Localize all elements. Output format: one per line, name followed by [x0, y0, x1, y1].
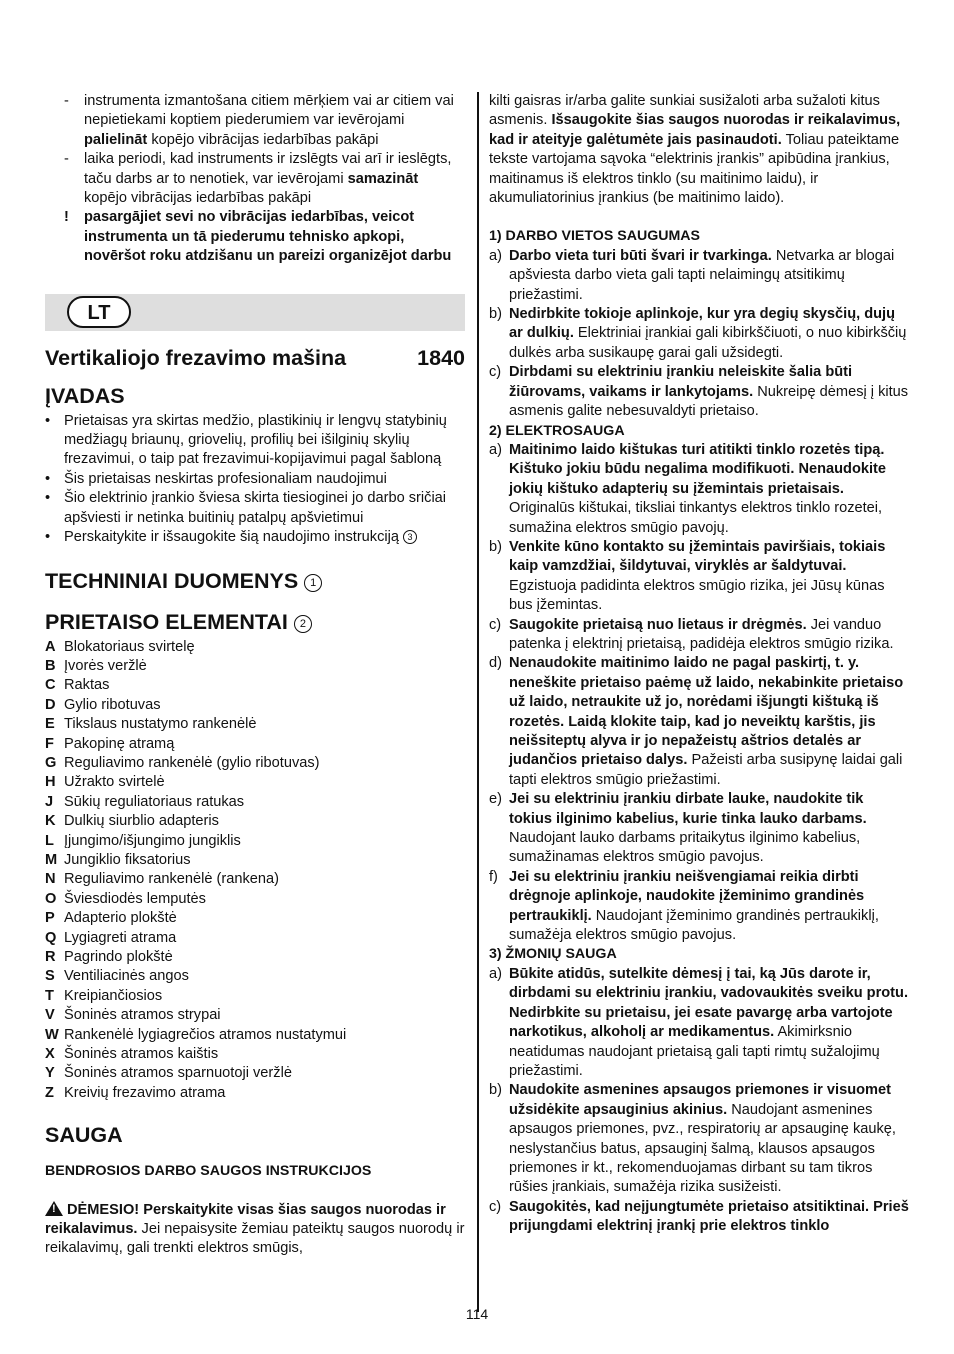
element-letter: L	[45, 832, 54, 849]
bullet-text: Šio elektrinio įrankio šviesa skirta tiesioginei jo darbo sričiai apšviesti ir netinka buitinių patalpų apšvietimui	[64, 490, 447, 526]
model-number: 1840	[417, 345, 465, 370]
element-item	[45, 773, 465, 792]
text: Nukreipę dėmesį į kitus asmenis galite nebesuvaldyti prietaiso.	[509, 383, 909, 420]
element-item	[45, 638, 465, 657]
element-letter: Y	[45, 1065, 55, 1082]
element-letter: V	[45, 1007, 55, 1024]
item-marker: c)	[489, 364, 502, 381]
item-marker: d)	[489, 655, 502, 672]
element-item	[45, 929, 465, 948]
element-item	[45, 754, 465, 773]
text: Naudojant asmenines apsaugos priemones, pvz., respiratorių ar apsauginę kaukę, neslystančius batus, apsauginį šalmą, klausos apsaugos priemones ir kt., rekomenduojamas dirbant su tam tikros rūšies įrankiais, sumažėja rizika susižeisti.	[509, 1101, 896, 1196]
item-marker: b)	[489, 1082, 502, 1099]
element-letter: C	[45, 677, 56, 694]
safety-subheading: BENDROSIOS DARBO SAUGOS INSTRUKCIJOS	[45, 1163, 372, 1180]
element-letter: T	[45, 987, 54, 1004]
element-name: Šoninės atramos kaištis	[64, 1046, 219, 1063]
element-letter: H	[45, 774, 56, 791]
right-column	[489, 92, 909, 1237]
heading-elements	[45, 609, 465, 635]
safety-item	[489, 363, 909, 421]
safety-item	[489, 965, 909, 1081]
vibration-note-item	[45, 150, 465, 208]
bullet-icon: •	[45, 490, 51, 507]
text: Naudojant įžeminimo grandinės pertraukiklį, sumažėja elektros smūgio pavojus.	[509, 907, 879, 944]
element-name: Šoninės atramos sparnuotoji veržlė	[64, 1065, 292, 1082]
safety-intro-paragraph	[489, 92, 909, 208]
language-code-badge: LT	[67, 296, 131, 328]
safety-item	[489, 441, 909, 538]
text: instrumenta izmantošana citiem mērķiem vai ar citiem vai nepietiekami koptiem piederumiem var ievērojami	[84, 93, 454, 129]
text: Pažeisti arba susipynę laidai gali tapti elektros smūgio priežastimi.	[509, 752, 903, 788]
text: kopējo vibrācijas iedarbības pakāpi	[147, 131, 379, 148]
bullet-icon: •	[45, 470, 51, 487]
elements-list	[45, 638, 465, 1104]
element-item	[45, 812, 465, 831]
bold-text: palielināt	[84, 131, 148, 148]
bold-text: Dirbdami su elektriniu įrankiu neleiskite šalia būti žiūrovams, vaikams ir lankytojams.	[509, 364, 853, 400]
safety-item	[489, 247, 909, 305]
element-name: Jungiklio fiksatorius	[64, 851, 191, 868]
bold-text: Būkite atidūs, sutelkite dėmesį į tai, ką Jūs darote ir, dirbdami su elektriniu įrankiu, vadovaukitės sveiku protu. Nedirbkite su prietaisu, jei esate pavargę arba vartojote narkotikus, alkoholį ar medikamentus.	[509, 965, 909, 1041]
safety-section-title: 2) ELEKTROSAUGA	[489, 422, 625, 439]
element-letter: X	[45, 1046, 55, 1063]
item-marker: e)	[489, 791, 502, 808]
element-name: Raktas	[64, 677, 110, 694]
element-item	[45, 1084, 465, 1103]
page-number: 114	[465, 1306, 489, 1322]
element-item	[45, 657, 465, 676]
element-letter: G	[45, 754, 57, 771]
element-name: Reguliavimo rankenėlė (gylio ribotuvas)	[64, 754, 320, 771]
heading-intro: ĮVADAS	[45, 383, 125, 408]
element-item	[45, 1006, 465, 1025]
item-marker: b)	[489, 306, 502, 323]
element-item	[45, 715, 465, 734]
element-name: Dulkių siurblio adapteris	[64, 813, 219, 830]
element-item	[45, 851, 465, 870]
element-letter: E	[45, 716, 55, 733]
figure-ref-2: 2	[294, 615, 312, 633]
element-letter: Q	[45, 929, 57, 946]
item-marker: b)	[489, 538, 502, 555]
bullet-text: Šis prietaisas neskirtas profesionaliam naudojimui	[64, 470, 387, 487]
bold-text: Išsaugokite šias saugos nuorodas ir reikalavimus, kad ir ateityje galėtumėte jais pasinaudoti.	[489, 112, 901, 148]
left-column	[45, 92, 465, 1259]
list-marker: -	[64, 151, 69, 168]
vibration-notes	[45, 92, 465, 267]
element-name: Adapterio plokštė	[64, 910, 177, 927]
bullet-icon: •	[45, 412, 51, 429]
safety-item	[489, 1081, 909, 1197]
element-letter: D	[45, 696, 56, 713]
safety-section-title: 3) ŽMONIŲ SAUGA	[489, 946, 617, 963]
safety-warning	[45, 1201, 465, 1259]
element-name: Pagrindo plokštė	[64, 949, 173, 965]
column-divider	[477, 92, 479, 1312]
element-letter: A	[45, 638, 56, 655]
bold-text: Jei su elektriniu įrankiu dirbate lauke, naudokite tik tokius ilginimo kabelius, kurie tinka lauko darbams.	[509, 791, 867, 827]
heading-safety: SAUGA	[45, 1123, 123, 1148]
text: Netvarka ar blogai apšviesta darbo vieta gali tapti nelaimingų atsitikimų priežastimi.	[509, 247, 895, 303]
safety-sections	[489, 227, 909, 1236]
intro-bullet-item	[45, 489, 465, 528]
text: kilti gaisras ir/arba galite sunkiai susižaloti arba sužaloti kitus asmenis.	[489, 93, 880, 129]
element-letter: S	[45, 968, 55, 985]
text: Egzistuoja padidinta elektros smūgio rizika, jei Jūsų kūnas bus įžemintas.	[509, 577, 885, 614]
element-name: Lygiagreti atrama	[64, 929, 177, 946]
element-name: Įvorės veržlė	[64, 657, 147, 674]
element-letter: F	[45, 735, 54, 752]
bold-text: Jei su elektriniu įrankiu neišvengiamai reikia dirbti drėgnoje aplinkoje, naudokite įžeminimo grandinės pertraukiklį.	[509, 868, 865, 924]
safety-item	[489, 538, 909, 616]
safety-item	[489, 616, 909, 655]
heading-tech-data	[45, 568, 465, 594]
warning-triangle-icon	[45, 1201, 63, 1216]
element-item	[45, 1045, 465, 1064]
bold-text: DĖMESIO! Perskaitykite visas šias saugos nuorodas ir reikalavimus.	[45, 1201, 446, 1238]
bullet-text: Perskaitykite ir išsaugokite šią naudojimo instrukciją	[64, 529, 399, 546]
bold-text: samazināt	[347, 170, 419, 187]
element-letter: O	[45, 890, 57, 907]
element-name: Užrakto svirtelė	[64, 774, 165, 791]
safety-item	[489, 868, 909, 946]
text: Elektriniai įrankiai gali kibirkščiuoti, o nuo kibirkščių dulkės arba susikaupę garai gali užsidegti.	[509, 325, 907, 361]
vibration-note-item	[45, 92, 465, 150]
safety-section-title: 1) DARBO VIETOS SAUGUMAS	[489, 228, 700, 245]
safety-item	[489, 1198, 909, 1237]
safety-item	[489, 305, 909, 363]
element-name: Kreipiančiosios	[64, 987, 163, 1004]
element-name: Šoninės atramos strypai	[64, 1007, 221, 1024]
text: laika periodi, kad instruments ir izslēgts vai arī ir ieslēgts, taču darbs ar to nenotiek, var ievērojami	[84, 151, 452, 187]
text: Toliau pateiktame tekste vartojama sąvoka “elektrinis įrankis” apibūdina įrankius, maitinamus iš elektros tinklo (su maitinimo laidu), ir akumuliatorinius įrankius (be maitinimo laido).	[489, 131, 900, 207]
element-letter: W	[45, 1026, 59, 1043]
element-item	[45, 832, 465, 851]
element-item	[45, 890, 465, 909]
element-item	[45, 676, 465, 695]
element-item	[45, 1064, 465, 1083]
element-name: Sūkių reguliatoriaus ratukas	[64, 793, 245, 810]
element-letter: N	[45, 871, 56, 888]
product-title-line	[45, 345, 465, 371]
element-item	[45, 793, 465, 812]
element-name: Šviesdiodės lemputės	[64, 890, 206, 907]
element-letter: P	[45, 910, 55, 927]
element-name: Gylio ribotuvas	[64, 696, 161, 713]
vibration-note-item	[45, 208, 465, 266]
element-item	[45, 967, 465, 986]
text: Jei nepaisysite žemiau pateiktų saugos nuorodų ir reikalavimų, gali trenkti elektros smūgis,	[45, 1221, 465, 1257]
element-letter: M	[45, 851, 58, 868]
bold-text: Venkite kūno kontakto su įžemintais paviršiais, tokiais kaip vamzdžiai, šildytuvai, viryklės ar šaldytuvai.	[509, 538, 886, 575]
element-letter: R	[45, 949, 56, 965]
element-letter: B	[45, 657, 56, 674]
item-marker: f)	[489, 868, 498, 885]
bold-text: Darbo vieta turi būti švari ir tvarkinga.	[509, 247, 772, 264]
element-item	[45, 696, 465, 715]
element-letter: K	[45, 813, 56, 830]
text: Jei vanduo patenka į elektrinį prietaisą, padidėja elektros smūgio rizika.	[509, 616, 894, 652]
bold-text: pasargājiet sevi no vibrācijas iedarbības, veicot instrumenta un tā piederumu tehnisko apkopi, novēršot roku atdzišanu un pareizi organizējot darbu	[84, 209, 452, 265]
item-marker: c)	[489, 616, 502, 633]
product-title: Vertikaliojo frezavimo mašina	[45, 345, 347, 370]
safety-item	[489, 790, 909, 868]
item-marker: a)	[489, 247, 502, 264]
bold-text: Saugokite prietaisą nuo lietaus ir drėgmės.	[509, 616, 807, 633]
text: Naudojant lauko darbams pritaikytus ilginimo kabelius, sumažinamas elektros smūgio pavojus.	[509, 830, 861, 866]
heading-elements-text: PRIETAISO ELEMENTAI	[45, 609, 288, 634]
item-marker: c)	[489, 1198, 502, 1215]
list-marker: !	[64, 209, 69, 226]
element-name: Įjungimo/išjungimo jungiklis	[64, 832, 241, 849]
element-name: Tikslaus nustatymo rankenėlė	[64, 716, 257, 733]
element-name: Reguliavimo rankenėlė (rankena)	[64, 871, 279, 888]
element-item	[45, 1026, 465, 1045]
element-letter: J	[45, 793, 54, 810]
text: Originalūs kištukai, tiksliai tinkantys elektros tinklo rozetei, sumažina elektros smūgio pavojų.	[509, 500, 883, 536]
bold-text: Nedirbkite tokioje aplinkoje, kur yra degių skysčių, dujų ar dulkių.	[509, 306, 896, 342]
element-name: Pakopinę atramą	[64, 735, 175, 752]
bold-text: Saugokitės, kad neįjungtumėte prietaiso atsitiktinai. Prieš prijungdami elektrinį įrankį prie elektros tinklo	[509, 1198, 909, 1235]
element-name: Kreivių frezavimo atrama	[64, 1084, 226, 1101]
item-marker: a)	[489, 965, 502, 982]
element-item	[45, 948, 465, 967]
element-name: Ventiliacinės angos	[64, 968, 189, 985]
element-item	[45, 735, 465, 754]
element-item	[45, 870, 465, 889]
bold-text: Maitinimo laido kištukas turi atitikti tinklo rozetės tipą. Kištuko jokiu būdu negalima modifikuoti. Nenaudokite jokių kištuko adapterių su įžemintais prietaisais.	[509, 441, 887, 497]
intro-bullet-item	[45, 528, 465, 547]
text: Akimirksnio neatidumas naudojant prietaisą gali tapti rimtų sužalojimų priežastimi.	[509, 1024, 880, 1079]
element-letter: Z	[45, 1084, 54, 1101]
element-item	[45, 909, 465, 928]
element-item	[45, 987, 465, 1006]
heading-tech-data-text: TECHNINIAI DUOMENYS	[45, 568, 299, 593]
item-marker: a)	[489, 441, 502, 458]
safety-item	[489, 654, 909, 790]
intro-bullet-list	[45, 412, 465, 548]
text: kopējo vibrācijas iedarbības pakāpi	[84, 190, 312, 207]
bullet-text: Prietaisas yra skirtas medžio, plastikinių ir lengvų statybinių medžiagų briaunų, griovelių, profilių bei išilginių skylių frezavimui, o taip pat frezavimui-kopijavimui pagal šabloną	[64, 412, 447, 468]
language-bar	[45, 294, 465, 331]
element-name: Rankenėlė lygiagrečios atramos nustatymui	[64, 1026, 347, 1043]
intro-bullet-item	[45, 470, 465, 489]
list-marker: -	[64, 93, 69, 109]
element-name: Blokatoriaus svirtelę	[64, 638, 195, 655]
bold-text: Naudokite asmenines apsaugos priemones ir visuomet užsidėkite apsauginius akinius.	[509, 1082, 891, 1118]
figure-ref-3: 3	[403, 530, 417, 544]
bullet-icon: •	[45, 529, 51, 546]
figure-ref-1: 1	[304, 574, 322, 592]
bold-text: Nenaudokite maitinimo laido ne pagal paskirtį, t. y. neneškite prietaiso paėmę už laido, nekabinkite prietaiso už laido, netraukite už jo, norėdami išjungti kištuką iš rozetės. Laidą klokite taip, kad jo neveiktų karštis, jis neišsiteptų alyva ir jo nepažeistų aštrios detalės ar judančios prietaiso dalys.	[509, 655, 904, 769]
intro-bullet-item	[45, 412, 465, 470]
